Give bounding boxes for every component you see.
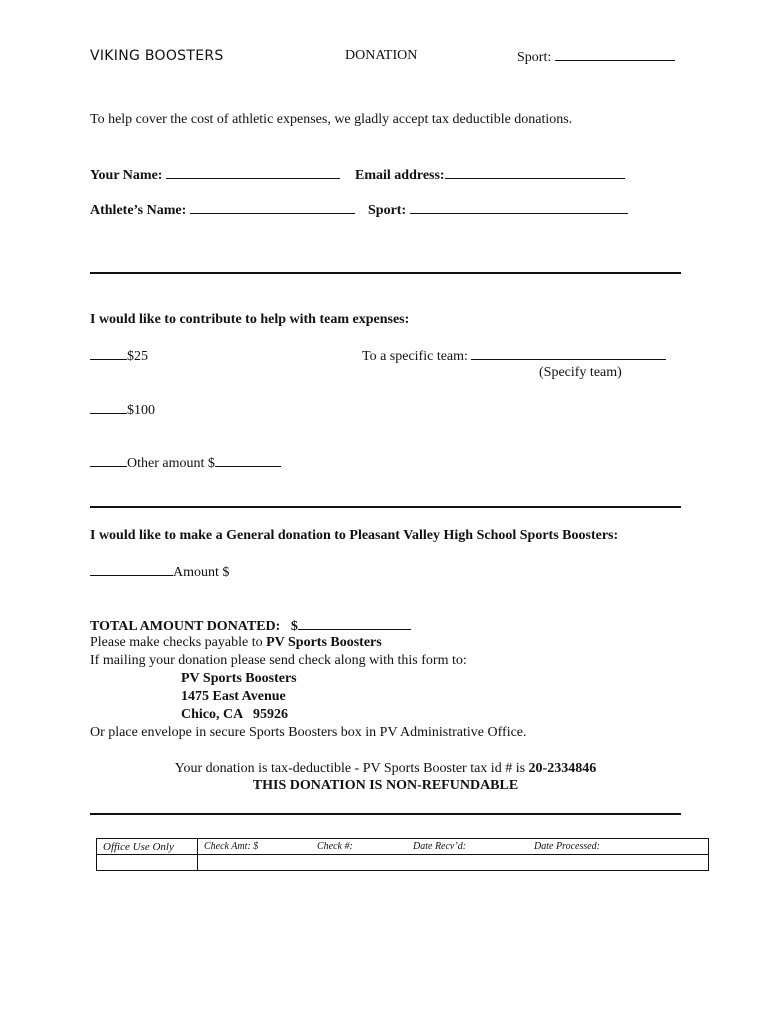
- email-label: Email address:: [355, 168, 445, 183]
- address-line-1: PV Sports Boosters: [181, 671, 297, 686]
- athlete-name-field: [90, 201, 355, 219]
- divider-2: [90, 506, 681, 508]
- team-heading: I would like to contribute to help with team expenses:: [90, 312, 410, 327]
- divider-3: [90, 813, 681, 815]
- tax-line: [90, 761, 681, 777]
- email-blank[interactable]: [445, 166, 625, 179]
- option-25: [90, 347, 148, 365]
- total-blank[interactable]: [298, 617, 411, 630]
- date-processed-label: Date Processed:: [534, 841, 600, 852]
- mailing-text: If mailing your donation please send check along with this form to:: [90, 653, 467, 668]
- non-refundable-notice: THIS DONATION IS NON-REFUNDABLE: [252, 778, 519, 793]
- check-no-label: Check #:: [317, 841, 353, 852]
- office-use-label: Office Use Only: [103, 840, 174, 853]
- total-field: [90, 617, 411, 635]
- doc-title: DONATION: [345, 48, 418, 63]
- office-fields-cell: [198, 839, 709, 855]
- header-sport-field: [517, 48, 675, 66]
- total-currency: $: [290, 619, 298, 634]
- office-use-empty-row: [97, 855, 709, 871]
- header-sport-blank[interactable]: [555, 48, 675, 61]
- option-100: [90, 401, 155, 419]
- general-check-blank[interactable]: [90, 563, 173, 576]
- office-use-table: [96, 838, 709, 871]
- option-25-blank[interactable]: [90, 347, 127, 360]
- general-heading: I would like to make a General donation to Pleasant Valley High School Sports Boosters:: [90, 528, 619, 543]
- check-amt-label: Check Amt: $: [204, 841, 259, 852]
- option-100-label: $100: [127, 403, 155, 418]
- specific-team-label: To a specific team:: [362, 349, 468, 364]
- general-amount-label: Amount $: [173, 565, 230, 580]
- your-name-blank[interactable]: [166, 166, 340, 179]
- payable-to: PV Sports Boosters: [266, 635, 382, 650]
- option-other: [90, 454, 281, 472]
- option-100-blank[interactable]: [90, 401, 127, 414]
- address-line-3: Chico, CA 95926: [181, 707, 288, 722]
- address-line-2: 1475 East Avenue: [181, 689, 286, 704]
- athlete-name-blank[interactable]: [190, 201, 355, 214]
- office-use-label-cell: [97, 839, 198, 855]
- divider-1: [90, 272, 681, 274]
- athlete-sport-field: [368, 201, 628, 219]
- org-title: VIKING BOOSTERS: [90, 48, 224, 64]
- your-name-field: [90, 166, 340, 184]
- option-other-label: Other amount $: [127, 456, 215, 471]
- athlete-sport-label: Sport:: [368, 203, 407, 218]
- office-empty-cell-2[interactable]: [198, 855, 709, 871]
- your-name-label: Your Name:: [90, 168, 163, 183]
- other-amount-blank[interactable]: [215, 454, 281, 467]
- option-25-label: $25: [127, 349, 148, 364]
- header-sport-label: Sport:: [517, 50, 552, 65]
- date-recv-label: Date Recv’d:: [413, 841, 467, 852]
- general-amount-field: [90, 563, 229, 581]
- tax-id: 20-2334846: [528, 761, 597, 776]
- payable-prefix: Please make checks payable to: [90, 635, 267, 650]
- payable-line: [90, 635, 382, 651]
- total-label: TOTAL AMOUNT DONATED:: [90, 619, 281, 634]
- email-field: [355, 166, 625, 184]
- athlete-name-label: Athlete’s Name:: [90, 203, 187, 218]
- intro-text: To help cover the cost of athletic expenses, we gladly accept tax deductible donations.: [90, 112, 573, 127]
- specific-team-blank[interactable]: [471, 347, 666, 360]
- specific-team-field: [362, 347, 666, 365]
- athlete-sport-blank[interactable]: [410, 201, 628, 214]
- tax-prefix: Your donation is tax-deductible - PV Sports Booster tax id # is: [174, 761, 529, 776]
- office-use-row: [97, 839, 709, 855]
- option-other-blank[interactable]: [90, 454, 127, 467]
- specify-team-hint: (Specify team): [539, 365, 622, 380]
- envelope-text: Or place envelope in secure Sports Boosters box in PV Administrative Office.: [90, 725, 527, 740]
- office-empty-cell-1[interactable]: [97, 855, 198, 871]
